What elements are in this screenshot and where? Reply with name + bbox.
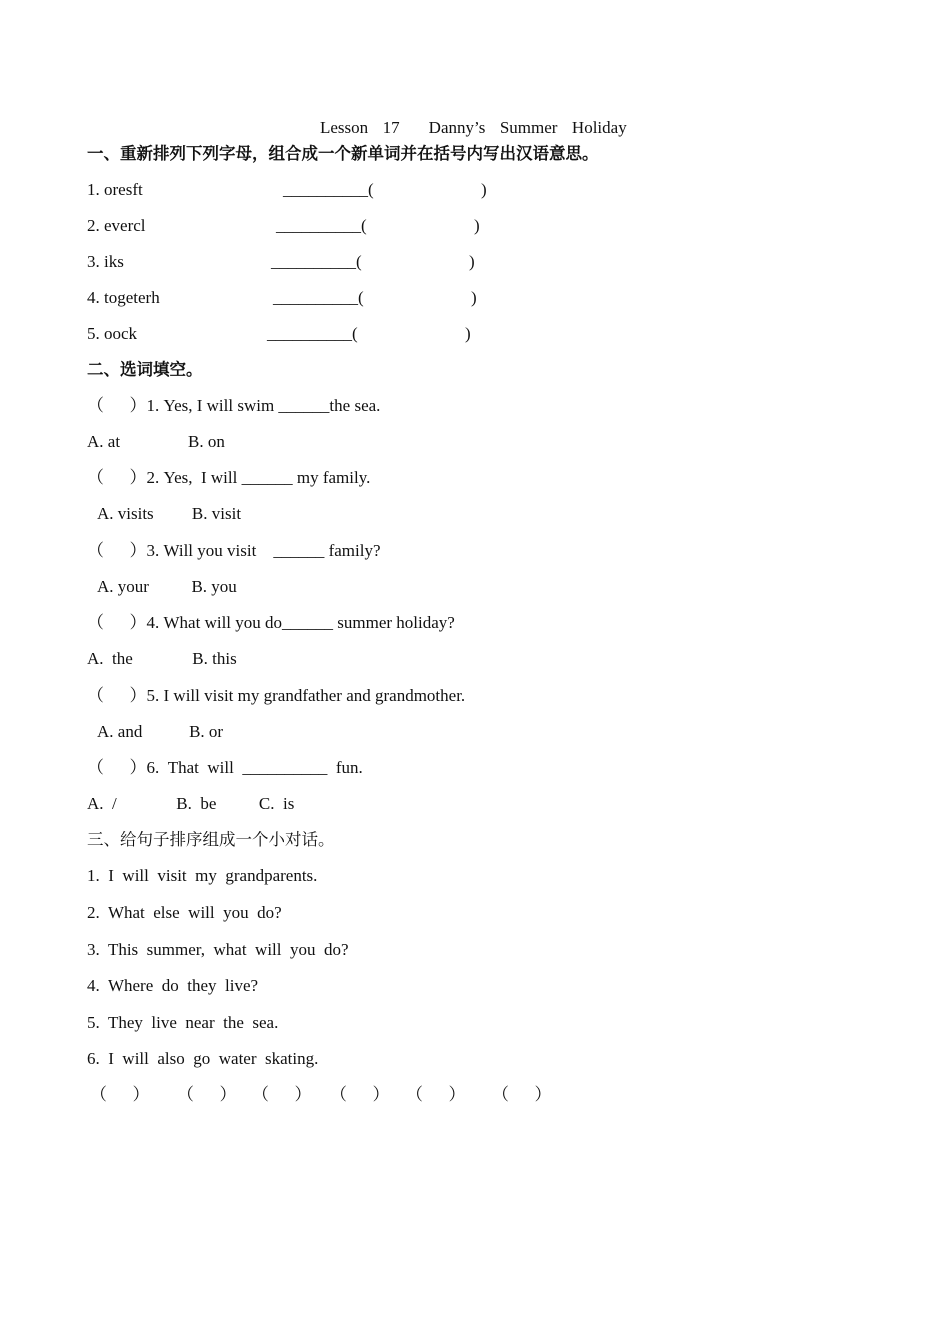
answer-blank-5[interactable]: __________( (267, 324, 358, 343)
answer-blank-1[interactable]: __________( (283, 180, 374, 199)
answer-blank-3[interactable]: __________( (271, 252, 362, 271)
options-3: A. your B. you (97, 577, 237, 596)
question-1[interactable]: （ ）1. Yes, I will swim ______the sea. (87, 396, 381, 415)
answer-slot-5[interactable]: （ ） (406, 1085, 466, 1104)
dialogue-sentence-6: 6. I will also go water skating. (87, 1049, 319, 1068)
answer-slot-4[interactable]: （ ） (330, 1085, 390, 1104)
options-6: A. / B. be C. is (87, 794, 295, 813)
answer-slot-1[interactable]: （ ） (90, 1085, 150, 1104)
answer-slot-2[interactable]: （ ） (177, 1085, 237, 1104)
question-5[interactable]: （ ）5. I will visit my grandfather and grandmother. (87, 686, 466, 705)
paren-close-3: ) (469, 252, 475, 271)
options-1: A. at B. on (87, 432, 225, 451)
unscramble-word-5: 5. oock (87, 324, 138, 343)
section3-heading: 三、给句子排序组成一个小对话。 (87, 830, 335, 849)
answer-blank-4[interactable]: __________( (273, 288, 364, 307)
unscramble-word-1: 1. oresft (87, 180, 143, 199)
unscramble-word-3: 3. iks (87, 252, 124, 271)
dialogue-sentence-3: 3. This summer, what will you do? (87, 940, 349, 959)
paren-close-2: ) (474, 216, 480, 235)
dialogue-sentence-2: 2. What else will you do? (87, 903, 282, 922)
section1-heading: 一、重新排列下列字母，组合成一个新单词并在括号内写出汉语意思。 (87, 144, 599, 163)
dialogue-sentence-4: 4. Where do they live? (87, 976, 259, 995)
dialogue-sentence-5: 5. They live near the sea. (87, 1013, 279, 1032)
paren-close-5: ) (465, 324, 471, 343)
options-2: A. visits B. visit (97, 504, 242, 523)
paren-close-1: ) (481, 180, 487, 199)
answer-slot-6[interactable]: （ ） (492, 1085, 552, 1104)
answer-blank-2[interactable]: __________( (276, 216, 367, 235)
dialogue-sentence-1: 1. I will visit my grandparents. (87, 866, 318, 885)
question-3[interactable]: （ ）3. Will you visit ______ family? (87, 541, 381, 560)
unscramble-word-2: 2. evercl (87, 216, 146, 235)
question-4[interactable]: （ ）4. What will you do______ summer holiday? (87, 613, 455, 632)
page-title: Lesson 17 Danny’s Summer Holiday (320, 118, 627, 137)
section2-heading: 二、选词填空。 (87, 360, 203, 379)
question-2[interactable]: （ ）2. Yes, I will ______ my family. (87, 468, 371, 487)
answer-slot-3[interactable]: （ ） (252, 1085, 312, 1104)
question-6[interactable]: （ ）6. That will __________ fun. (87, 758, 363, 777)
options-4: A. the B. this (87, 649, 237, 668)
unscramble-word-4: 4. togeterh (87, 288, 160, 307)
options-5: A. and B. or (97, 722, 224, 741)
paren-close-4: ) (471, 288, 477, 307)
